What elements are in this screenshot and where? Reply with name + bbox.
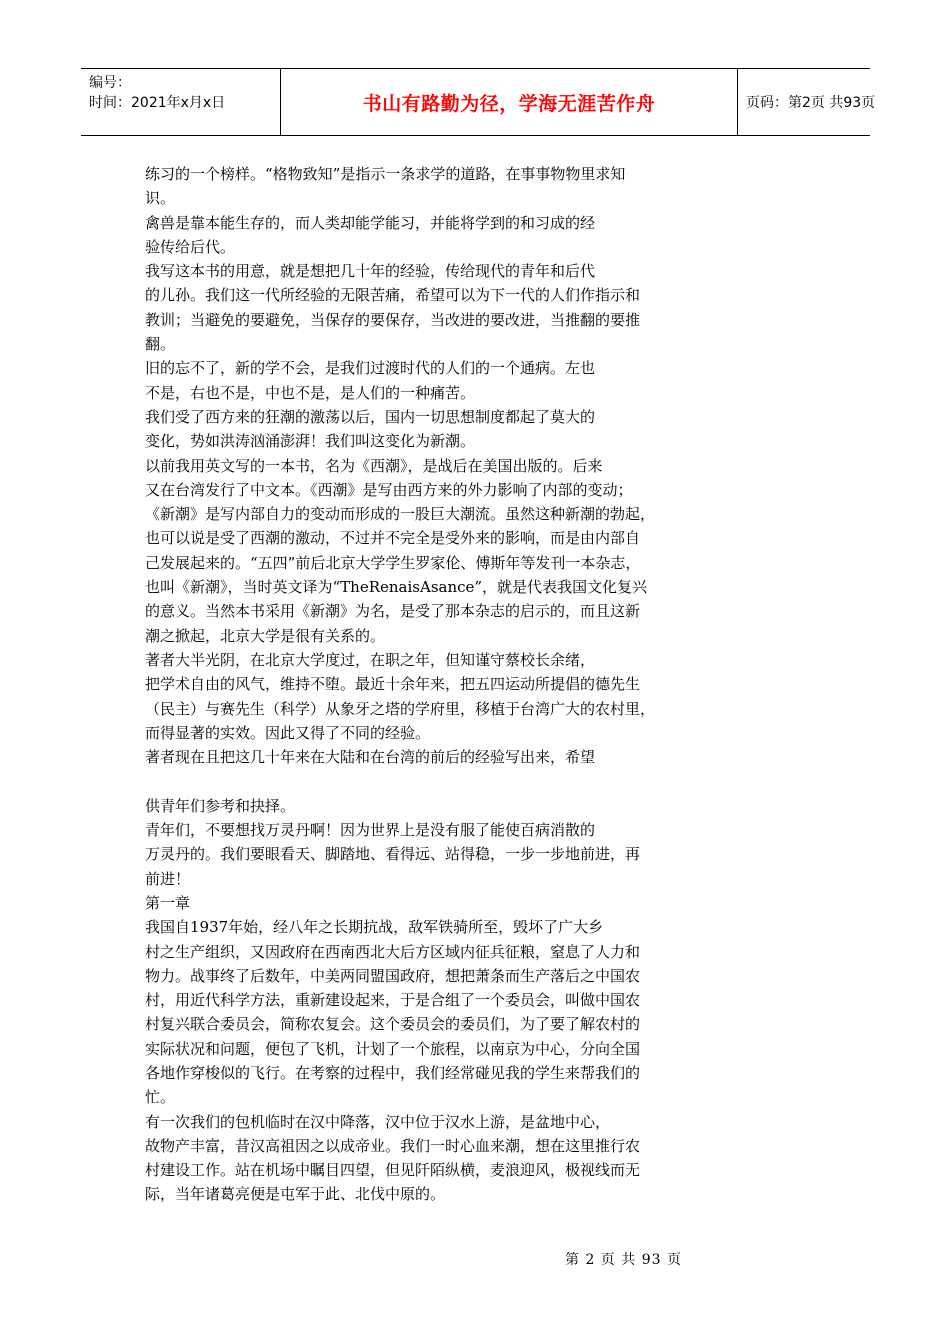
document-header xyxy=(81,68,876,136)
text-line: 供青年们参考和抉择。 xyxy=(145,796,296,815)
header-motto: 书山有路勤为径，学海无涯苦作舟 xyxy=(362,92,656,115)
text-line: 我们受了西方来的狂潮的激荡以后，国内一切思想制度都起了莫大的 xyxy=(145,407,596,426)
header-motto-cell xyxy=(281,69,738,135)
text-line: 我写这本书的用意，就是想把几十年的经验，传给现代的青年和后代 xyxy=(145,262,596,281)
text-line: 教训；当避免的要避免，当保存的要保存，当改进的要改进，当推翻的要推 xyxy=(145,310,641,329)
text-line: 己发展起来的。“五四”前后北京大学学生罗家伦、傅斯年等发刊一本杂志， xyxy=(145,553,641,572)
text-line: 我国自1937年始，经八年之长期抗战，敌军铁骑所至，毁坏了广大乡 xyxy=(145,918,604,937)
blank-line xyxy=(145,769,705,793)
text-line: 潮之掀起，北京大学是很有关系的。 xyxy=(145,626,386,645)
document-date-label: 时间：2021年x月x日 xyxy=(89,95,226,111)
document-number-label: 编号： xyxy=(89,75,131,91)
text-line: 也叫《新潮》，当时英文译为“TheRenaisAsance”，就是代表我国文化复兴 xyxy=(145,578,648,597)
text-line: 故物产丰富，昔汉高祖因之以成帝业。我们一时心血来潮，想在这里推行农 xyxy=(145,1136,641,1155)
document-body xyxy=(145,162,705,1207)
header-page-info xyxy=(738,69,876,135)
text-line: 也可以说是受了西潮的激动，不过并不完全是受外来的影响，而是由内部自 xyxy=(145,529,641,548)
text-line: 不是，右也不是，中也不是，是人们的一种痛苦。 xyxy=(145,383,476,402)
text-line: 万灵丹的。我们要眼看天、脚踏地、看得远、站得稳，一步一步地前进，再 xyxy=(145,845,641,864)
text-line: 识。 xyxy=(145,189,176,208)
text-line: 实际状况和问题，便包了飞机，计划了一个旅程，以南京为中心，分向全国 xyxy=(145,1039,641,1058)
text-line: 验传给后代。 xyxy=(145,237,236,256)
text-line: 前进！ xyxy=(145,869,191,888)
text-line: 旧的忘不了，新的学不会，是我们过渡时代的人们的一个通病。左也 xyxy=(145,359,596,378)
text-line: 以前我用英文写的一本书，名为《西潮》，是战后在美国出版的。后来 xyxy=(145,456,603,475)
text-line: 的儿孙。我们这一代所经验的无限苦痛，希望可以为下一代的人们作指示和 xyxy=(145,286,641,305)
text-line: 又在台湾发行了中文本。《西潮》是写由西方来的外力影响了内部的变动； xyxy=(145,480,633,499)
page-footer: 第 2 页 共 93 页 xyxy=(565,1252,682,1268)
page-count-label: 页码：第2页 共93页 xyxy=(746,95,876,111)
text-line: 村复兴联合委员会，简称农复会。这个委员会的委员们，为了要了解农村的 xyxy=(145,1015,641,1034)
text-line: 练习的一个榜样。“格物致知”是指示一条求学的道路，在事事物物里求知 xyxy=(145,165,626,183)
text-line: 青年们，不要想找万灵丹啊！因为世界上是没有服了能使百病消散的 xyxy=(145,821,596,840)
text-line: 各地作穿梭似的飞行。在考察的过程中，我们经常碰见我的学生来帮我们的 xyxy=(145,1063,641,1082)
text-line: 而得显著的实效。因此又得了不同的经验。 xyxy=(145,723,431,742)
text-line: （民主）与赛先生（科学）从象牙之塔的学府里，移植于台湾广大的农村里， xyxy=(145,699,656,718)
text-line: 村建设工作。站在机场中瞩目四望，但见阡陌纵横，麦浪迎风，极视线而无 xyxy=(145,1161,641,1180)
header-meta xyxy=(81,69,281,135)
text-line: 的意义。当然本书采用《新潮》为名，是受了那本杂志的启示的，而且这新 xyxy=(145,602,641,621)
text-line: 第一章 xyxy=(145,893,191,912)
text-line: 著者现在且把这几十年来在大陆和在台湾的前后的经验写出来，希望 xyxy=(145,748,596,767)
text-line: 际，当年诸葛亮便是屯军于此、北伐中原的。 xyxy=(145,1185,446,1204)
text-line: 变化，势如洪涛汹涌澎湃！我们叫这变化为新潮。 xyxy=(145,432,476,451)
text-line: 物力。战事终了后数年，中美两同盟国政府，想把萧条而生产落后之中国农 xyxy=(145,966,641,985)
text-line: 把学术自由的风气，维持不堕。最近十余年来，把五四运动所提倡的德先生 xyxy=(145,675,641,694)
text-line: 《新潮》是写内部自力的变动而形成的一股巨大潮流。虽然这种新潮的勃起， xyxy=(145,505,656,524)
text-line: 著者大半光阴，在北京大学度过，在职之年，但知谨守蔡校长余绪， xyxy=(145,650,596,669)
text-line: 忙。 xyxy=(145,1088,176,1107)
text-line: 村之生产组织，又因政府在西南西北大后方区域内征兵征粮，窒息了人力和 xyxy=(145,942,641,961)
text-line: 翻。 xyxy=(145,335,176,354)
text-line: 有一次我们的包机临时在汉中降落，汉中位于汉水上游，是盆地中心， xyxy=(145,1112,611,1131)
text-line: 村，用近代科学方法，重新建设起来，于是合组了一个委员会，叫做中国农 xyxy=(145,991,641,1010)
text-line: 禽兽是靠本能生存的，而人类却能学能习，并能将学到的和习成的经 xyxy=(145,213,596,232)
